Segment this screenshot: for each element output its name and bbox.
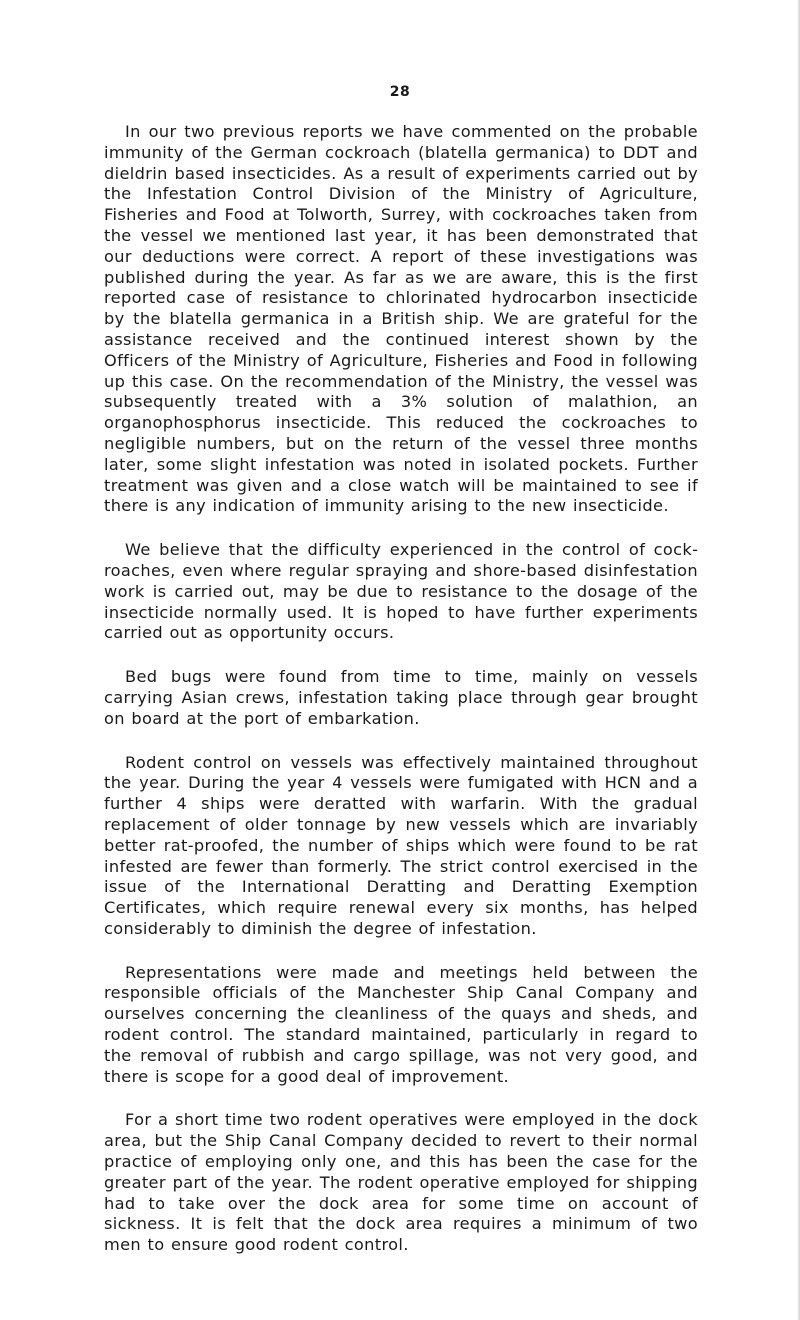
paragraph-rodent-operatives: For a short time two rodent operatives were employed in the dock area, but the Ship Canal Company decided to revert to their normal practice of employing only one, and this has been the case for the greater part of the year. The rodent operative employed for shipping had to take over the dock area for some time on account of sickness. It is felt that the dock area requires a minimum of two men to ensure good rodent control. (104, 1110, 698, 1255)
paragraph-cockroach-immunity: In our two previous reports we have commented on the probable immunity of the German cockroach (blatella germanica) to DDT and dieldrin based insecticides. As a result of experiments carried out by the Infestation Control Division of the Ministry of Agriculture, Fisheries and Food at Tolworth, Surrey, with cockroaches taken from the vessel we mentioned last year, it has been demonstrated that our deductions were correct. A report of these investigations was published during the year. As far as we are aware, this is the first reported case of resistance to chlorinated hydrocarbon insecticide by the blatella germanica in a British ship. We are grateful for the assistance received and the continued interest shown by the Officers of the Ministry of Agriculture, Fisheries and Food in following up this case. On the recommendation of the Ministry, the vessel was subsequently treated with a 3% solution of malathion, an organophosphorus insecticide. This reduced the cockroaches to negligible numbers, but on the return of the vessel three months later, some slight infestation was noted in isolated pockets. Further treatment was given and a close watch will be maintained to see if there is any indication of immunity arising to the new insecticide. (104, 122, 698, 516)
paragraph-cockroach-control: We believe that the difficulty experienced in the control of cockroaches, even where regular spraying and shore-based disinfestation work is carried out, may be due to resistance to the dosage of the insecticide normally used. It is hoped to have further experiments carried out as opportunity occurs. (104, 540, 698, 643)
paragraph-quays-sheds: Representations were made and meetings held between the responsible officials of the Manchester Ship Canal Company and ourselves concerning the cleanliness of the quays and sheds, and rodent control. The standard maintained, particularly in regard to the removal of rubbish and cargo spillage, was not very good, and there is scope for a good deal of improvement. (104, 962, 698, 1086)
body-text (104, 122, 698, 1279)
page-number: 28 (389, 84, 411, 100)
paragraph-rodent-control-vessels: Rodent control on vessels was effectively maintained throughout the year. During the year 4 vessels were fumigated with HCN and a further 4 ships were deratted with warfarin. With the gradual replacement of older tonnage by new vessels which are invariably better rat-proofed, the number of ships which were found to be rat infested are fewer than formerly. The strict control exercised in the issue of the International Deratting and Deratting Exemption Certificates, which require renewal every six months, has helped considerably to diminish the degree of infestation. (104, 752, 698, 938)
paragraph-bed-bugs: Bed bugs were found from time to time, mainly on vessels carrying Asian crews, infestation taking place through gear brought on board at the port of embarkation. (104, 667, 698, 728)
